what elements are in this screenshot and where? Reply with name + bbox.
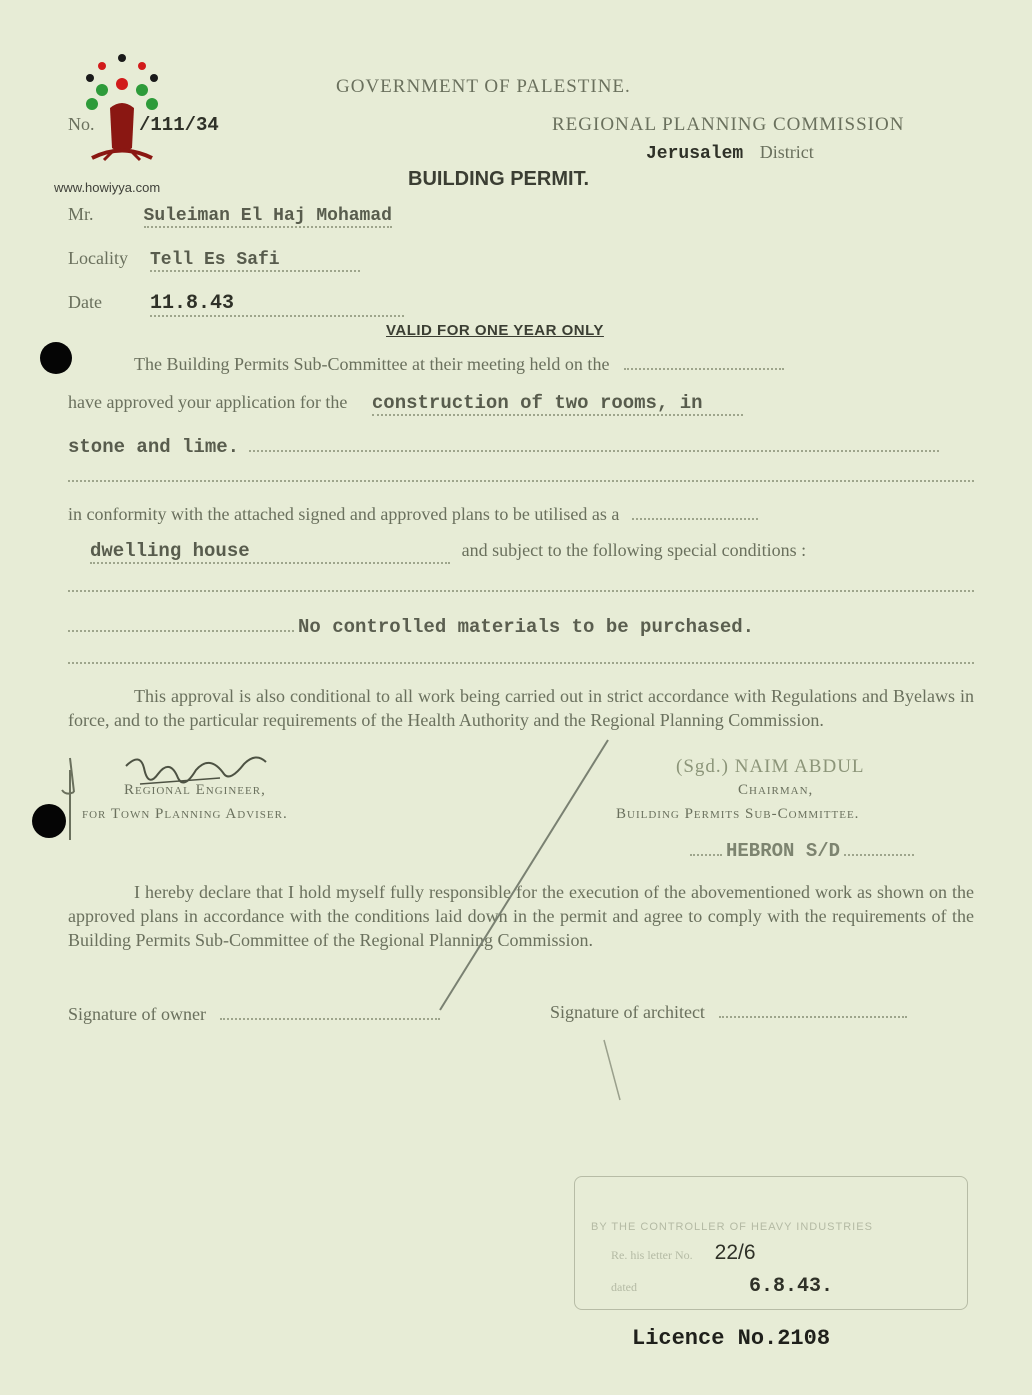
conformity-text: in conformity with the attached signed and approved plans to be utilised as a [68,504,620,524]
stamp-letter-row [611,1241,756,1265]
place-value: HEBRON S/D [726,840,841,862]
mr-label: Mr. [68,204,94,224]
commission-heading: REGIONAL PLANNING COMMISSION [552,114,905,135]
conditions-label: and subject to the following special conditions : [461,540,807,560]
stamp-date-row [611,1275,833,1298]
application-value: construction of two rooms, in [372,392,743,416]
chairman-title: Chairman, [738,782,814,798]
meeting-text: The Building Permits Sub-Committee at their meeting held on the [134,354,610,374]
chairman-signed-name: (Sgd.) NAIM ABDUL [676,756,865,777]
mr-value: Suleiman El Haj Mohamad [143,206,392,226]
district-label: District [759,142,814,162]
subcommittee-title: Building Permits Sub-Committee. [616,806,860,822]
date-value: 11.8.43 [150,292,404,317]
stamp-letter-label: Re. his letter No. [611,1248,693,1262]
controller-stamp [574,1176,968,1310]
approval-paragraph: This approval is also conditional to all work being carried out in strict accordance with Regulations and Byelaws in force, and to the particular requirements of the Health Authority and the Regional Planning Commission. [68,686,974,730]
number-label: No. [68,114,95,134]
engineer-subtitle: for Town Planning Adviser. [82,806,288,822]
material-value: stone and lime. [68,436,240,458]
validity-notice: VALID FOR ONE YEAR ONLY [386,322,604,339]
engineer-title: Regional Engineer, [124,782,266,798]
locality-label: Locality [68,248,128,268]
district-value: Jerusalem [646,144,744,164]
licence-number: Licence No.2108 [632,1326,831,1351]
stamp-date-value: 6.8.43. [749,1275,834,1298]
architect-signature-label: Signature of architect [550,1002,705,1022]
date-label: Date [68,292,102,312]
condition-value: No controlled materials to be purchased. [298,616,755,638]
locality-value: Tell Es Safi [150,250,360,272]
declaration-paragraph: I hereby declare that I hold myself fully responsible for the execution of the abovementioned work as shown on the approved plans in accordance with the conditions laid down in the permit and agree to comply with the requirements of the Building Permits Sub-Committee of the Regional Planning Commission. [68,882,974,950]
government-heading: GOVERNMENT OF PALESTINE. [336,76,631,97]
application-label: have approved your application for the [68,392,348,412]
stamp-letter-value: 22/6 [714,1241,756,1264]
use-value: dwelling house [90,540,450,564]
stamp-date-label: dated [611,1280,637,1294]
logo-site: www.howiyya.com [54,180,161,195]
permit-title: BUILDING PERMIT. [408,168,590,190]
number-value: /111/34 [139,114,219,136]
stamp-controller-text: BY THE CONTROLLER OF HEAVY INDUSTRIES [591,1221,873,1233]
owner-signature-label: Signature of owner [68,1004,206,1024]
